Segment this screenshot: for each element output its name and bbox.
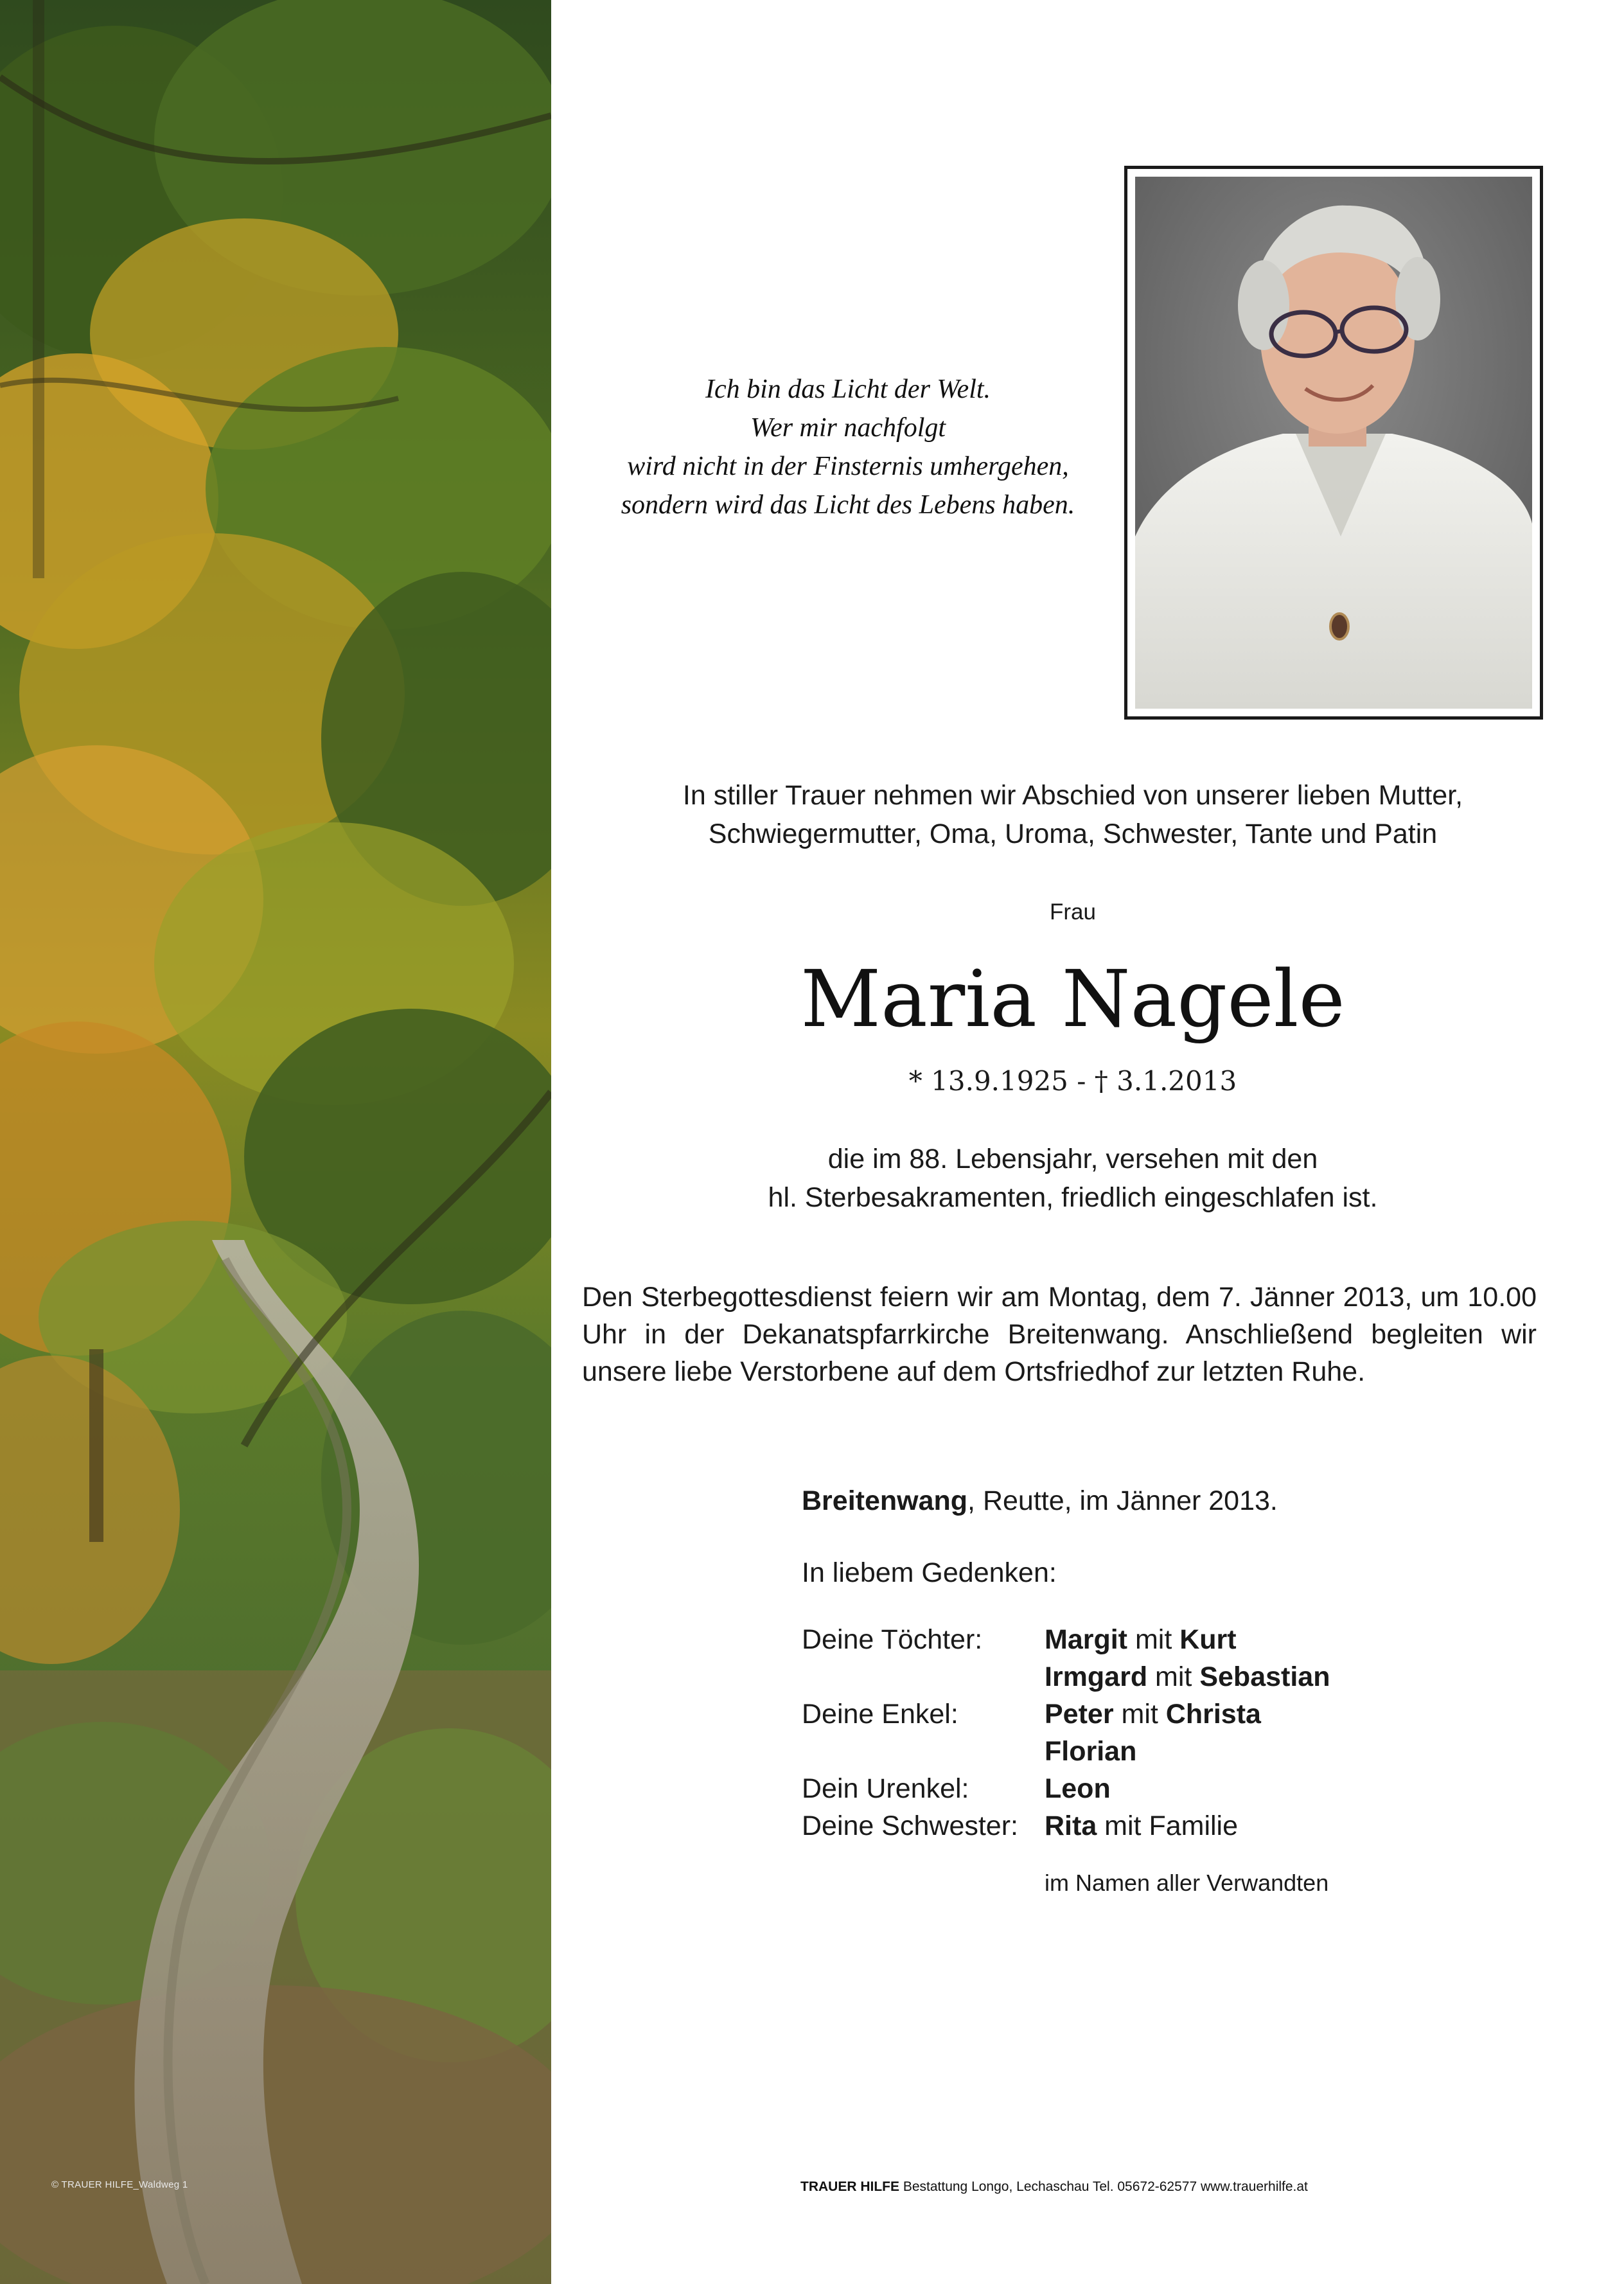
- family-joiner: mit: [1127, 1624, 1180, 1655]
- quote-line: Ich bin das Licht der Welt.: [705, 375, 991, 404]
- family-names: [1045, 1661, 1330, 1693]
- footer-brand: TRAUER HILFE: [800, 2179, 899, 2194]
- family-name: Peter: [1045, 1699, 1114, 1730]
- intro-line: Schwiegermutter, Oma, Uroma, Schwester, Tante und Patin: [708, 819, 1438, 849]
- family-names: [1045, 1624, 1237, 1656]
- place-rest: , Reutte, im Jänner 2013.: [967, 1485, 1278, 1516]
- family-joiner: mit: [1113, 1699, 1166, 1730]
- family-name: Rita: [1045, 1810, 1097, 1841]
- service-announcement: Den Sterbegottesdienst feiern wir am Montag, dem 7. Jänner 2013, um 10.00 Uhr in der Dekanatspfarrkirche Breitenwang. Anschließend begleiten wir unsere liebe Verstorbene auf dem Ortsfriedhof zur letzten Ruhe.: [582, 1282, 1537, 1387]
- family-name: Florian: [1045, 1736, 1137, 1767]
- family-name: Christa: [1165, 1699, 1261, 1730]
- family-names: [1045, 1736, 1136, 1767]
- family-role: Deine Schwester:: [802, 1810, 1018, 1841]
- life-dates: * 13.9.1925 - † 3.1.2013: [908, 1065, 1237, 1097]
- family-role: Deine Töchter:: [802, 1624, 983, 1655]
- place-and-date: [802, 1485, 1278, 1517]
- portrait-frame: [1124, 166, 1543, 720]
- portrait-photo: [1135, 177, 1532, 709]
- family-names: [1045, 1810, 1238, 1842]
- family-name: Margit: [1045, 1624, 1127, 1655]
- passing-line: hl. Sterbesakramenten, friedlich eingeschlafen ist.: [768, 1182, 1378, 1213]
- family-names: [1045, 1773, 1111, 1805]
- family-joiner: mit Familie: [1097, 1810, 1239, 1841]
- passing-line: die im 88. Lebensjahr, versehen mit den: [827, 1144, 1318, 1174]
- family-role: Deine Enkel:: [802, 1699, 958, 1730]
- family-name: Kurt: [1179, 1624, 1237, 1655]
- bible-quote: [565, 370, 1131, 524]
- deceased-name: Maria Nagele: [800, 953, 1345, 1045]
- quote-line: sondern wird das Licht des Lebens haben.: [621, 490, 1075, 520]
- forest-path-image: [0, 0, 551, 2284]
- relatives-note: im Namen aller Verwandten: [1045, 1870, 1329, 1896]
- quote-line: wird nicht in der Finsternis umhergehen,: [627, 452, 1069, 481]
- quote-line: Wer mir nachfolgt: [750, 413, 946, 443]
- intro-text: [591, 776, 1555, 853]
- intro-line: In stiller Trauer nehmen wir Abschied von unserer lieben Mutter,: [682, 780, 1463, 811]
- salutation: Frau: [1050, 899, 1096, 925]
- family-role: Dein Urenkel:: [802, 1773, 969, 1804]
- footer-text: Bestattung Longo, Lechaschau Tel. 05672-62577 www.trauerhilfe.at: [899, 2179, 1308, 2194]
- photo-credit: © TRAUER HILFE_Waldweg 1: [51, 2179, 188, 2190]
- family-name: Leon: [1045, 1773, 1111, 1804]
- family-name: Sebastian: [1199, 1661, 1330, 1692]
- family-joiner: mit: [1147, 1661, 1200, 1692]
- footer-imprint: [800, 2179, 1308, 2195]
- place-town: Breitenwang: [802, 1485, 968, 1516]
- family-name: Irmgard: [1045, 1661, 1148, 1692]
- family-names: [1045, 1699, 1261, 1730]
- memory-title: In liebem Gedenken:: [802, 1557, 1057, 1588]
- passing-text: [591, 1140, 1555, 1217]
